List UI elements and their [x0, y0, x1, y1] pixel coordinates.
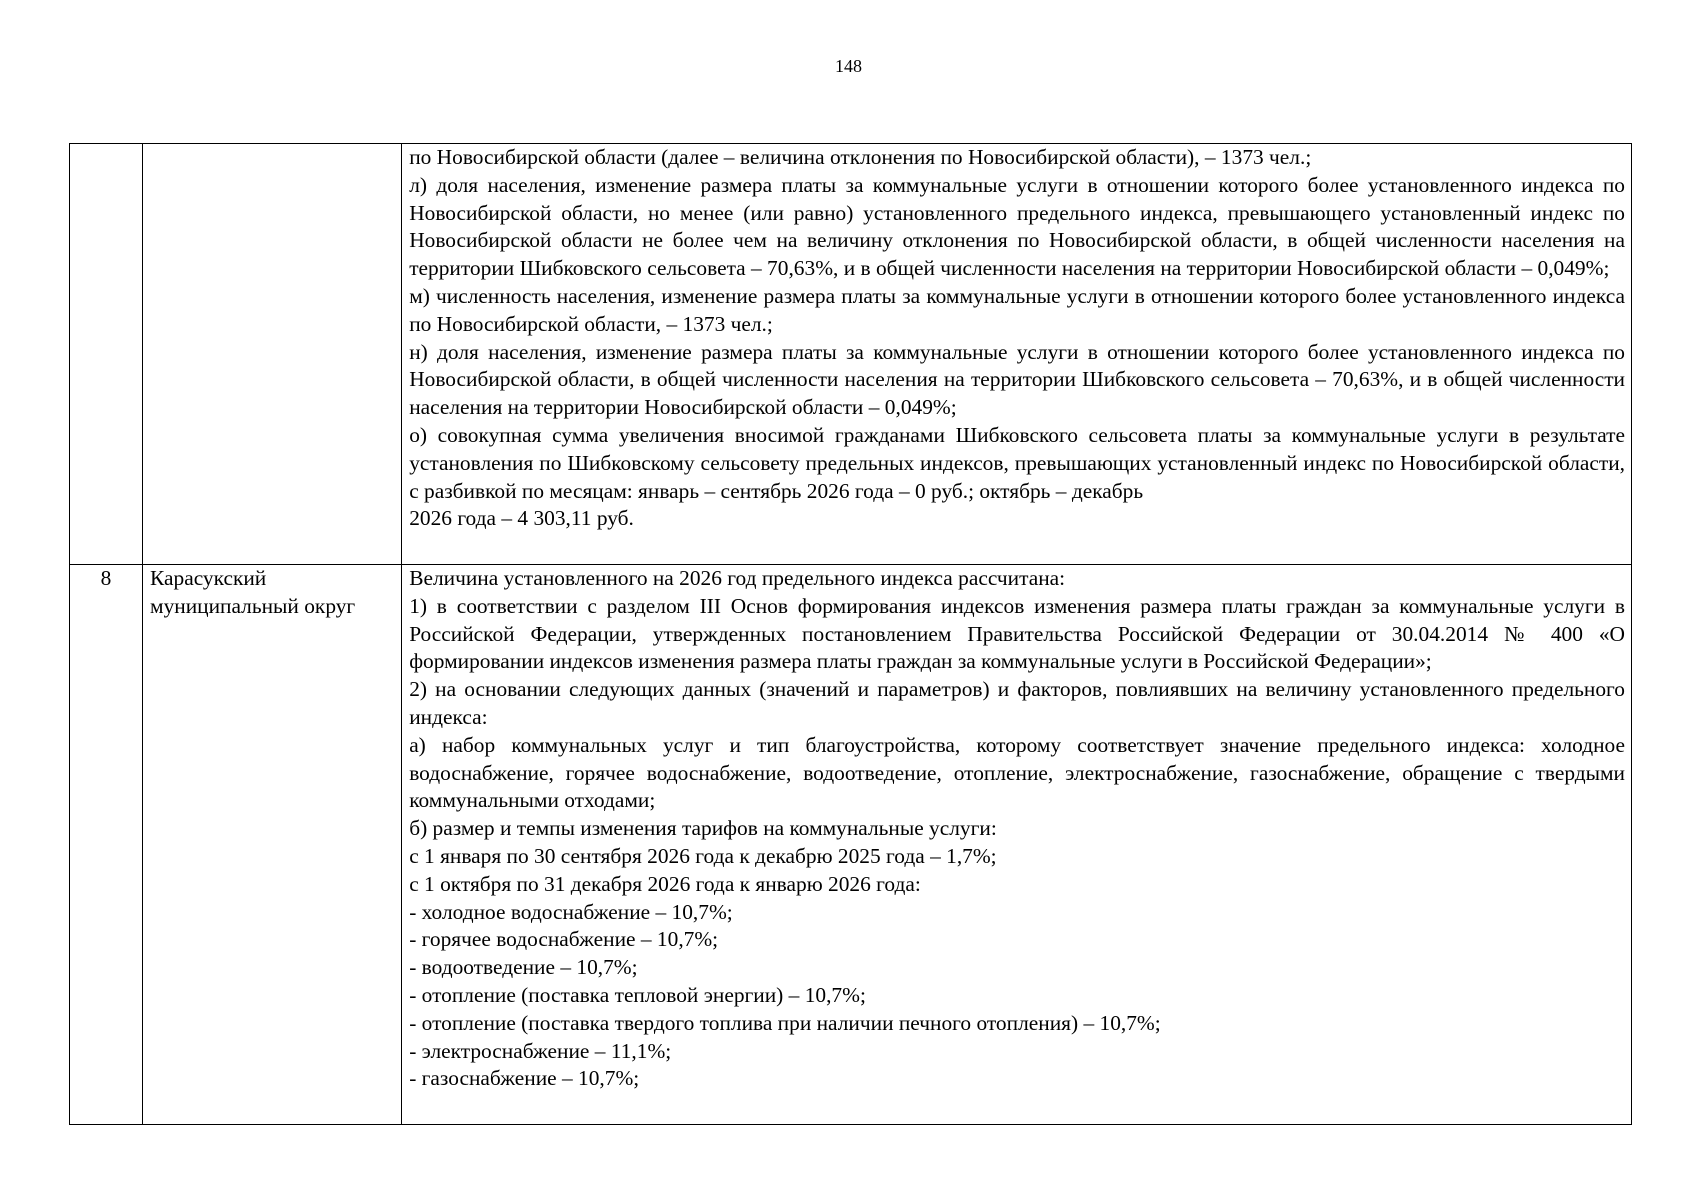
- paragraph: Величина установленного на 2026 год предельного индекса рассчитана:: [409, 566, 1066, 590]
- list-item: - горячее водоснабжение – 10,7%;: [409, 927, 719, 952]
- paragraph: 2026 года – 4 303,11 руб.: [409, 506, 634, 531]
- paragraph: н) доля населения, изменение размера платы за коммунальные услуги в отношении которого более установленного индекса по Новосибирской области, в общей численности населения на территории Шибковского сельсовета – 70,63%, и в общей численности населения на территории Новосибирской области – 0,049%;: [409, 339, 1625, 420]
- page-number: 148: [835, 56, 862, 76]
- paragraph: по Новосибирской области (далее – величина отклонения по Новосибирской области), – 1373 чел.;: [409, 145, 1312, 169]
- paragraph: а) набор коммунальных услуг и тип благоустройства, которому соответствует значение предельного индекса: холодное водоснабжение, горячее водоснабжение, водоотведение, отопление, электроснабжение, газоснабжение, обращение с твердыми коммунальными отходами;: [409, 732, 1625, 813]
- row-number-cell: [70, 144, 143, 565]
- row-number-cell: 8: [70, 565, 143, 1125]
- municipality-name-cell: [143, 144, 402, 565]
- paragraph: 2) на основании следующих данных (значений и параметров) и факторов, повлиявших на величину установленного предельного индекса:: [409, 677, 1625, 729]
- paragraph: л) доля населения, изменение размера платы за коммунальные услуги в отношении которого более установленного индекса по Новосибирской области, но менее (или равно) установленного предельного индекса, превышающего установленный индекс по Новосибирской области не более чем на величину отклонения по Новосибирской области, в общей численности населения на территории Шибковского сельсовета – 70,63%, и в общей численности населения на территории Новосибирской области – 0,049%;: [409, 172, 1625, 281]
- paragraph: б) размер и темпы изменения тарифов на коммунальные услуги:: [409, 816, 997, 841]
- paragraph: м) численность населения, изменение размера платы за коммунальные услуги в отношении которого более установленного индекса по Новосибирской области, – 1373 чел.;: [409, 283, 1625, 336]
- list-item: - отопление (поставка твердого топлива при наличии печного отопления) – 10,7%;: [409, 1010, 1161, 1035]
- table-row: [70, 144, 1632, 565]
- paragraph: с 1 октября по 31 декабря 2026 года к январю 2026 года:: [409, 871, 921, 896]
- list-item: - холодное водоснабжение – 10,7%;: [409, 899, 733, 924]
- list-item: - газоснабжение – 10,7%;: [409, 1066, 640, 1091]
- document-table: [69, 143, 1632, 1125]
- paragraph: с 1 января по 30 сентября 2026 года к декабрю 2025 года – 1,7%;: [409, 843, 997, 868]
- list-item: - водоотведение – 10,7%;: [409, 955, 638, 980]
- municipality-name-cell: Карасукский муниципальный округ: [143, 565, 402, 1125]
- table-row: [70, 565, 1632, 1125]
- description-cell: [402, 144, 1632, 565]
- list-item: - отопление (поставка тепловой энергии) – 10,7%;: [409, 982, 866, 1007]
- paragraph: о) совокупная сумма увеличения вносимой гражданами Шибковского сельсовета платы за коммунальные услуги в результате установления по Шибковскому сельсовету предельных индексов, превышающих установленный индекс по Новосибирской области, с разбивкой по месяцам: январь – сентябрь 2026 года – 0 руб.; октябрь – декабрь: [409, 422, 1625, 503]
- paragraph: 1) в соответствии с разделом III Основ формирования индексов изменения размера платы граждан за коммунальные услуги в Российской Федерации, утвержденных постановлением Правительства Российской Федерации от 30.04.2014 № 400 «О формировании индексов изменения размера платы граждан за коммунальные услуги в Российской Федерации»;: [409, 593, 1625, 674]
- list-item: - электроснабжение – 11,1%;: [409, 1038, 672, 1063]
- description-cell: [402, 565, 1632, 1125]
